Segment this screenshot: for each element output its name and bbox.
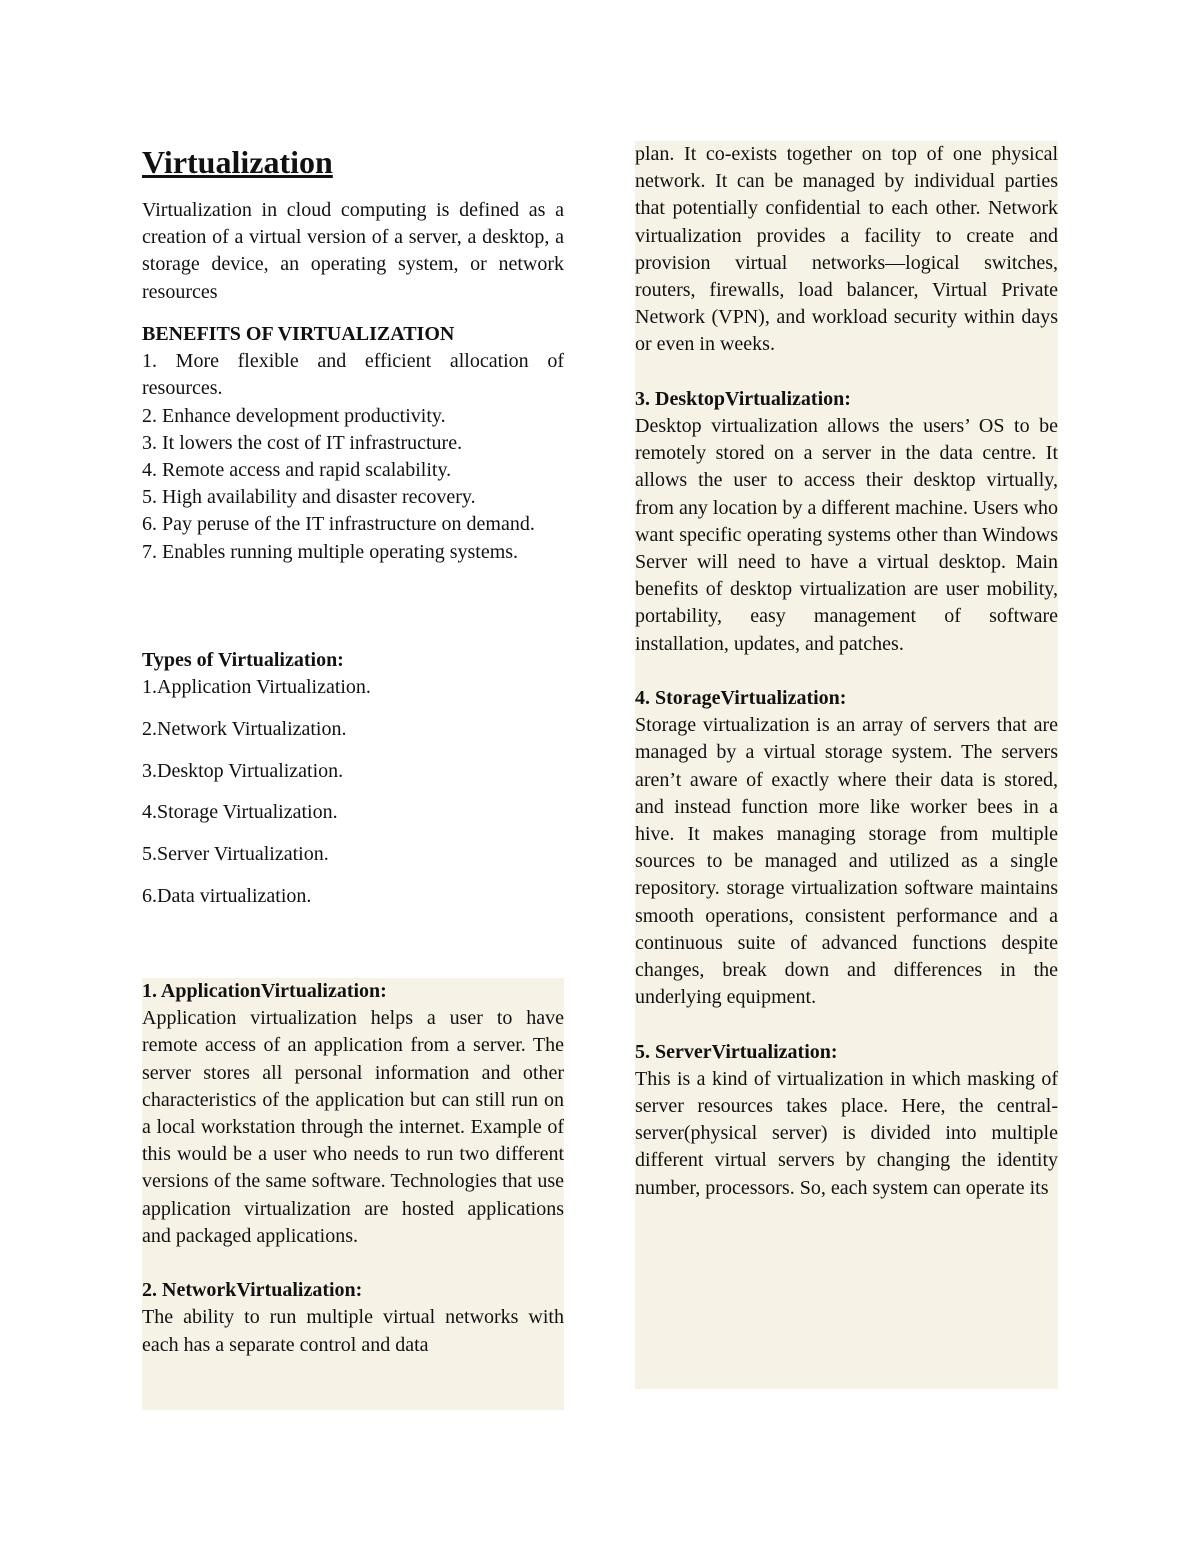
application-body: Application virtualization helps a user to have remote access of an application from a server. The server stores all personal information and other characteristics of the application but can still run on a local workstation through the internet. Example of this would be a user who needs to run two different versions of the same software. Technologies that use application virtualization are hosted applications and packaged applications. <box>142 1007 564 1247</box>
benefit-item: 3. It lowers the cost of IT infrastructure. <box>142 431 463 454</box>
benefits-heading: BENEFITS OF VIRTUALIZATION <box>142 323 455 345</box>
intro-paragraph: Virtualization in cloud computing is defined as a creation of a virtual version of a server, a desktop, a storage device, an operating system, or network resources <box>142 199 564 303</box>
application-section <box>142 978 564 1410</box>
benefit-item: 4. Remote access and rapid scalability. <box>142 459 452 482</box>
page-title: Virtualization <box>142 144 333 180</box>
storage-heading: 4. StorageVirtualization: <box>635 687 847 710</box>
type-item: 1.Application Virtualization. <box>142 676 371 699</box>
types-heading: Types of Virtualization: <box>142 649 344 671</box>
desktop-body: Desktop virtualization allows the users’ OS to be remotely stored on a server in the data centre. It allows the user to access their desktop virtually, from any location by a different machine. Users who want specific operating systems other than Windows Server will need to have a virtual desktop. Main benefits of desktop virtualization are user mobility, portability, easy management of software installation, updates, and patches. <box>635 415 1058 655</box>
network-body-right: plan. It co-exists together on top of one physical network. It can be managed by individual parties that potentially confidential to each other. Network virtualization provides a facility to create and provision virtual networks—logical switches, routers, firewalls, load balancer, Virtual Private Network (VPN), and workload security within days or even in weeks. <box>635 143 1058 356</box>
type-item: 3.Desktop Virtualization. <box>142 759 344 782</box>
server-body: This is a kind of virtualization in which masking of server resources takes place. Here, the central-server(physical server) is divided into multiple different virtual servers by changing the identity number, processors. So, each system can operate its <box>635 1067 1058 1199</box>
network-heading: 2. NetworkVirtualization: <box>142 1279 363 1302</box>
type-item: 6.Data virtualization. <box>142 884 312 907</box>
spacer <box>635 1011 1058 1038</box>
right-shaded-block <box>635 141 1058 1389</box>
type-item: 4.Storage Virtualization. <box>142 801 338 824</box>
benefit-item: 7. Enables running multiple operating systems. <box>142 540 519 563</box>
benefit-item: 1. More flexible and efficient allocation of resources. <box>142 350 564 400</box>
server-heading: 5. ServerVirtualization: <box>635 1040 838 1063</box>
benefits-block <box>142 321 564 566</box>
storage-body: Storage virtualization is an array of servers that are managed by a virtual storage system. The servers aren’t aware of exactly where their data is stored, and instead function more like worker bees in a hive. It makes managing storage from multiple sources to be managed and utilized as a single repository. storage virtualization software maintains smooth operations, consistent performance and a continuous suite of advanced functions despite changes, break down and differences in the underlying equipment. <box>635 714 1058 1009</box>
desktop-heading: 3. DesktopVirtualization: <box>635 387 851 410</box>
spacer <box>635 658 1058 685</box>
network-body-left: The ability to run multiple virtual networks with each has a separate control and data <box>142 1306 564 1356</box>
intro-block <box>142 197 564 306</box>
benefit-item: 5. High availability and disaster recovery. <box>142 486 476 509</box>
application-heading: 1. ApplicationVirtualization: <box>142 980 387 1002</box>
spacer <box>635 359 1058 386</box>
spacer <box>142 1250 564 1277</box>
type-item: 5.Server Virtualization. <box>142 843 329 866</box>
types-block <box>142 647 564 924</box>
benefit-item: 6. Pay peruse of the IT infrastructure on demand. <box>142 513 535 536</box>
benefit-item: 2. Enhance development productivity. <box>142 404 446 427</box>
type-item: 2.Network Virtualization. <box>142 717 347 740</box>
